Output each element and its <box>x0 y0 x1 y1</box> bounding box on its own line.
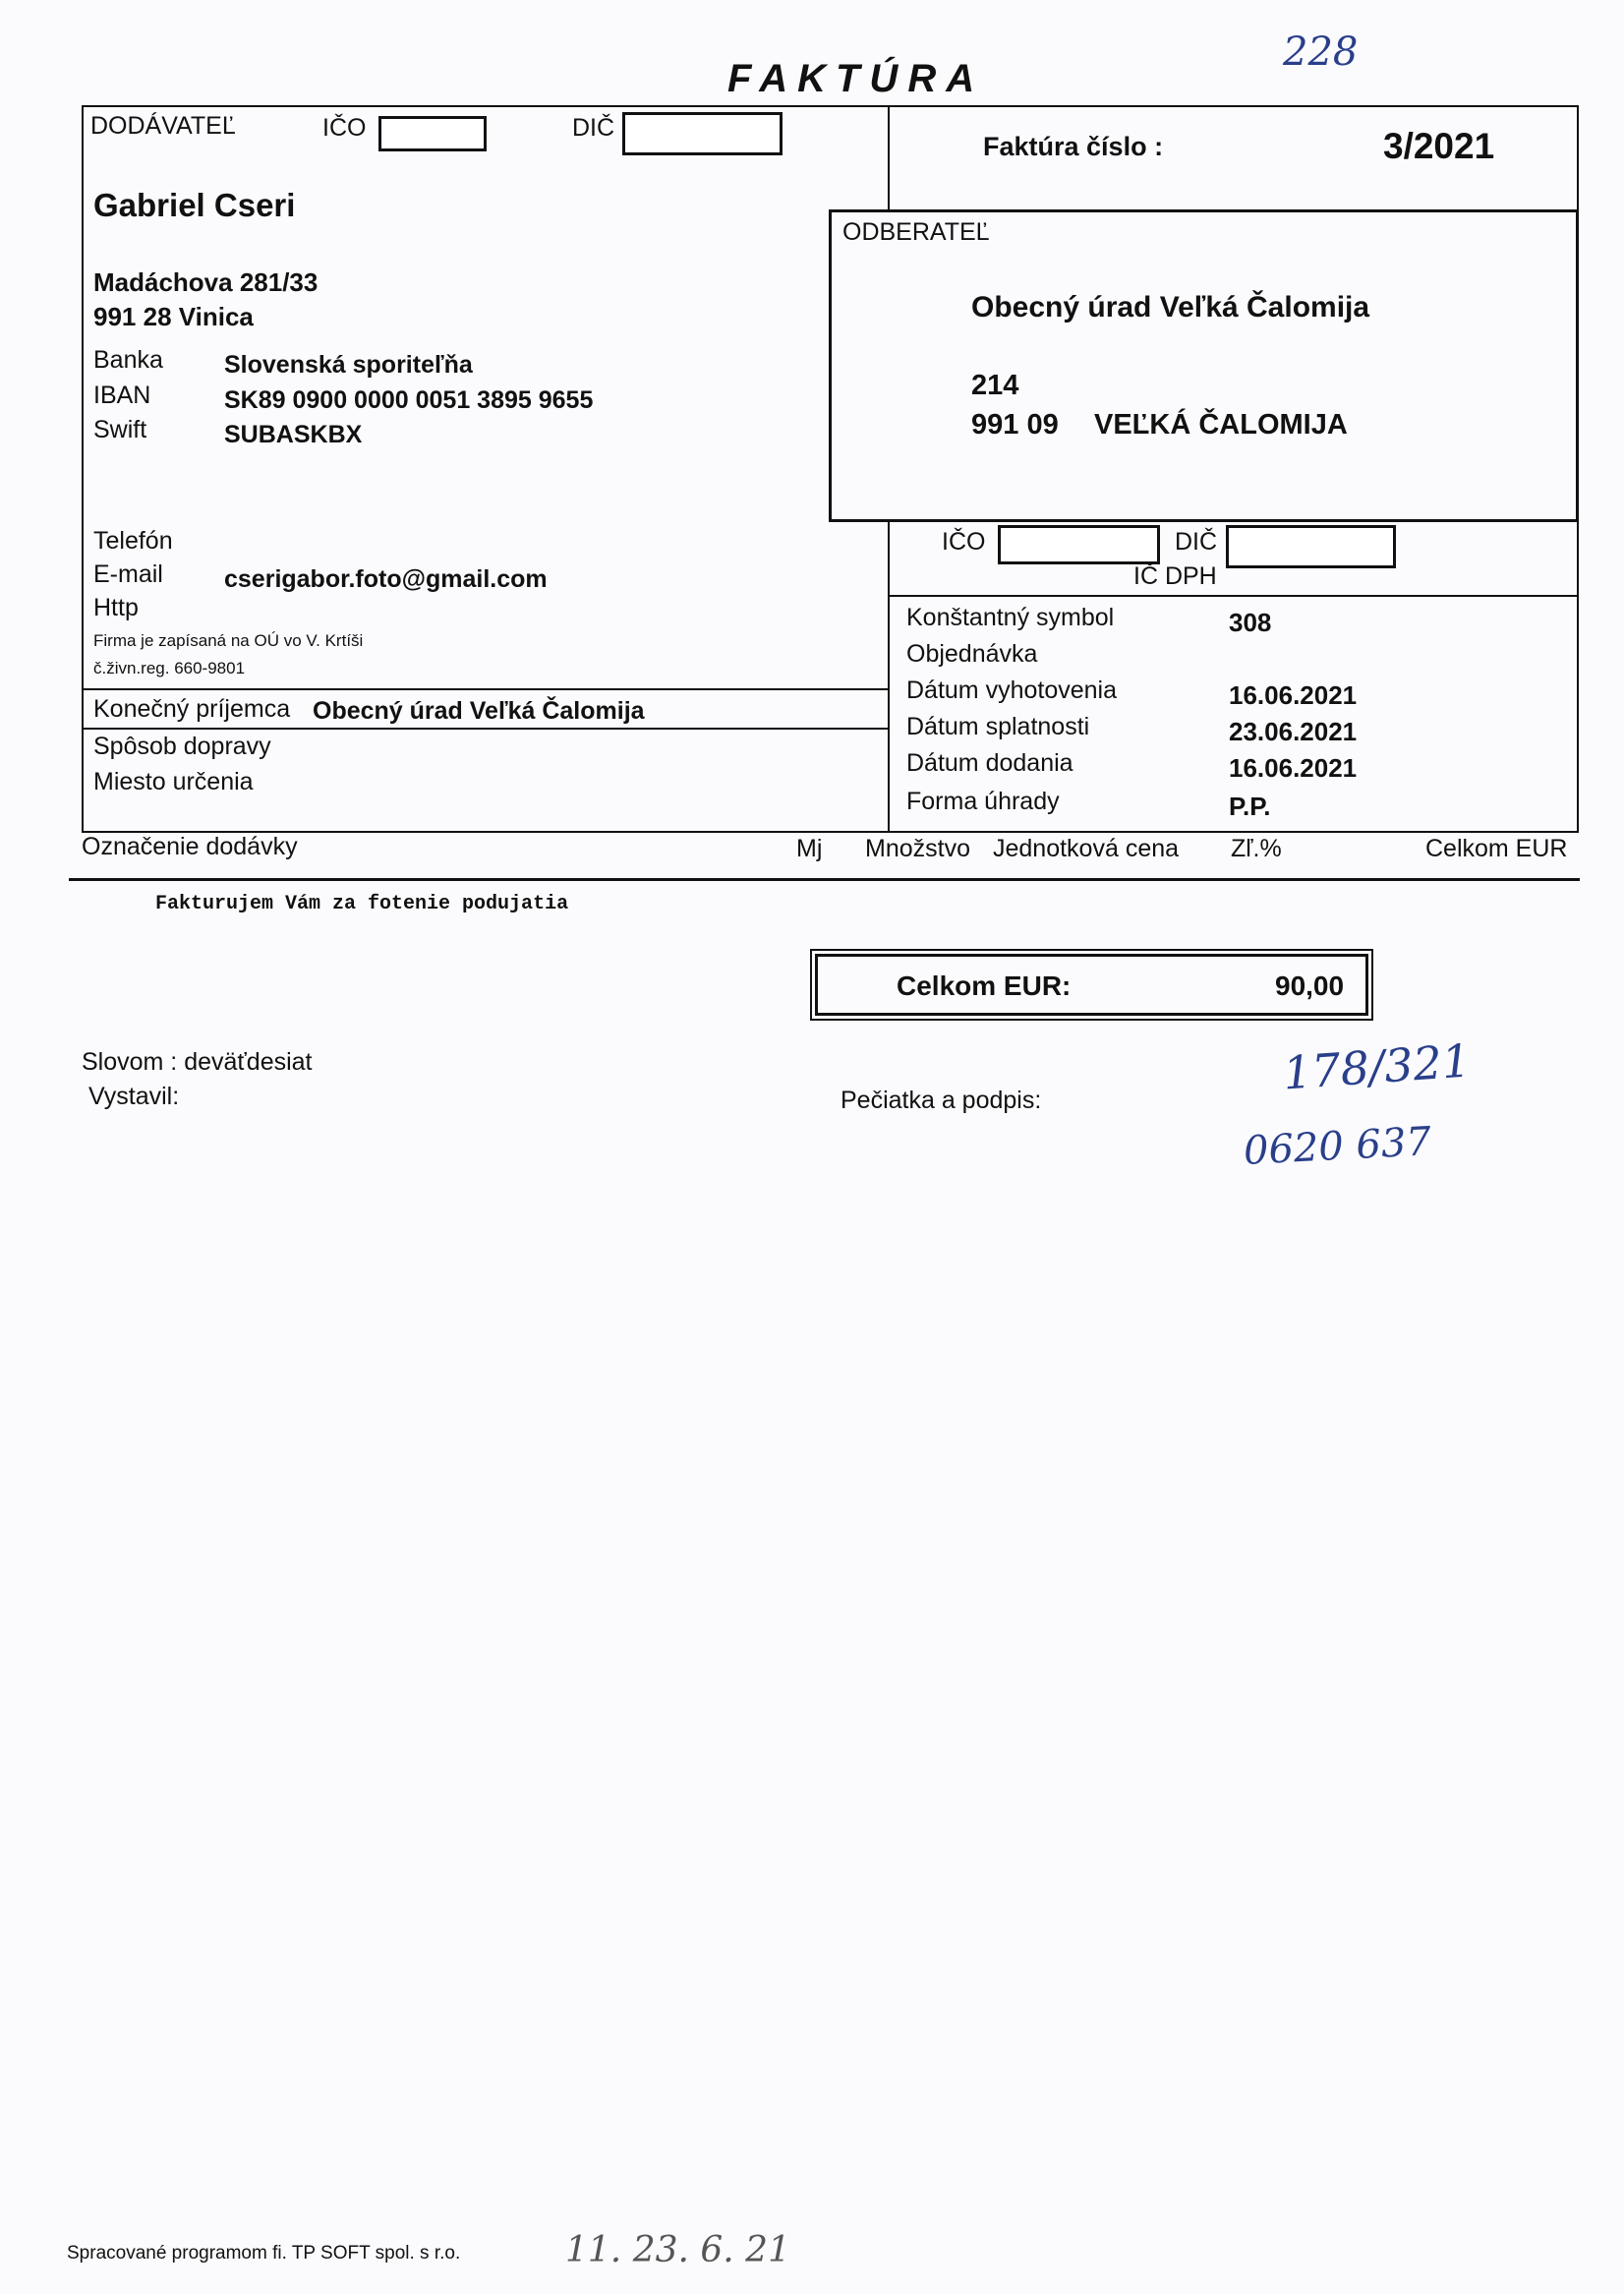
delivery-date-value: 16.06.2021 <box>1229 753 1358 783</box>
customer-dic-redacted <box>1226 525 1396 568</box>
handwritten-date: 11. 23. 6. 21 <box>565 2230 790 2270</box>
customer-ico-label: IČO <box>942 528 986 556</box>
supplier-street: Madáchova 281/33 <box>93 267 319 297</box>
invoice-number: 3/2021 <box>1383 126 1495 166</box>
supplier-name: Gabriel Cseri <box>93 187 296 223</box>
customer-name: Obecný úrad Veľká Čalomija <box>971 291 1370 324</box>
final-recipient-label: Konečný príjemca <box>93 695 291 723</box>
amount-in-words: Slovom : deväťdesiat <box>82 1048 313 1076</box>
customer-heading: ODBERATEĽ <box>842 218 990 246</box>
payment-value: P.P. <box>1229 792 1271 821</box>
supplier-heading: DODÁVATEĽ <box>90 112 236 140</box>
customer-street: 214 <box>971 370 1019 401</box>
registration-line-1: Firma je zapísaná na OÚ vo V. Krtíši <box>93 631 364 650</box>
issue-date-value: 16.06.2021 <box>1229 680 1358 710</box>
table-header-line <box>69 878 1580 881</box>
payment-label: Forma úhrady <box>906 788 1060 815</box>
supplier-ico-redacted <box>378 116 487 151</box>
col-qty-header: Množstvo <box>865 835 970 862</box>
swift-label: Swift <box>93 416 147 443</box>
email-value: cserigabor.foto@gmail.com <box>224 565 548 593</box>
handwritten-reference-2: 0620 637 <box>1242 1119 1432 1174</box>
customer-ico-redacted <box>998 525 1160 564</box>
customer-dic-label: DIČ <box>1175 528 1218 556</box>
col-discount-header: Zľ.% <box>1231 835 1282 862</box>
col-unit-header: Mj <box>796 835 823 862</box>
total-amount: 90,00 <box>1275 971 1345 1001</box>
customer-icdph-label: IČ DPH <box>1133 562 1217 590</box>
software-footer: Spracované programom fi. TP SOFT spol. s r.o. <box>67 2243 461 2264</box>
customer-box <box>829 209 1579 522</box>
email-label: E-mail <box>93 560 163 588</box>
iban-label: IBAN <box>93 382 151 409</box>
details-top-line <box>888 595 1579 597</box>
col-total-header: Celkom EUR <box>1425 835 1568 862</box>
bank-label: Banka <box>93 346 163 374</box>
customer-zip: 991 09 <box>971 409 1059 441</box>
supplier-ico-label: IČO <box>322 114 367 142</box>
document-title: FAKTÚRA <box>727 57 985 100</box>
transport-label: Spôsob dopravy <box>93 733 271 760</box>
destination-label: Miesto určenia <box>93 768 254 795</box>
bank-value: Slovenská sporiteľňa <box>224 351 473 379</box>
supplier-dic-label: DIČ <box>572 114 615 142</box>
final-recipient-value: Obecný úrad Veľká Čalomija <box>313 697 645 725</box>
handwritten-reference-1: 178/321 <box>1281 1033 1473 1100</box>
phone-label: Telefón <box>93 527 173 555</box>
http-label: Http <box>93 594 139 621</box>
invoice-number-label: Faktúra číslo : <box>983 132 1164 161</box>
registration-line-2: č.živn.reg. 660-9801 <box>93 659 246 677</box>
issue-date-label: Dátum vyhotovenia <box>906 676 1118 704</box>
invoice-line-text: Fakturujem Vám za fotenie podujatia <box>155 893 569 915</box>
supplier-dic-redacted <box>622 112 783 155</box>
order-label: Objednávka <box>906 640 1038 668</box>
col-unit-price-header: Jednotková cena <box>993 835 1180 862</box>
due-date-label: Dátum splatnosti <box>906 713 1090 740</box>
customer-city: VEĽKÁ ČALOMIJA <box>1094 409 1348 441</box>
due-date-value: 23.06.2021 <box>1229 717 1358 746</box>
handwritten-page-number: 228 <box>1283 29 1359 75</box>
issued-by-label: Vystavil: <box>88 1083 180 1110</box>
delivery-date-label: Dátum dodania <box>906 749 1073 777</box>
total-label: Celkom EUR: <box>897 971 1072 1001</box>
const-symbol-value: 308 <box>1229 608 1272 637</box>
const-symbol-label: Konštantný symbol <box>906 604 1115 631</box>
stamp-label: Pečiatka a podpis: <box>841 1087 1042 1114</box>
supplier-recipient-line <box>82 728 888 730</box>
supplier-city: 991 28 Vinica <box>93 302 254 331</box>
col-item-header: Označenie dodávky <box>82 833 298 860</box>
supplier-bottom-line <box>82 688 888 690</box>
iban-value: SK89 0900 0000 0051 3895 9655 <box>224 386 594 414</box>
swift-value: SUBASKBX <box>224 421 363 448</box>
